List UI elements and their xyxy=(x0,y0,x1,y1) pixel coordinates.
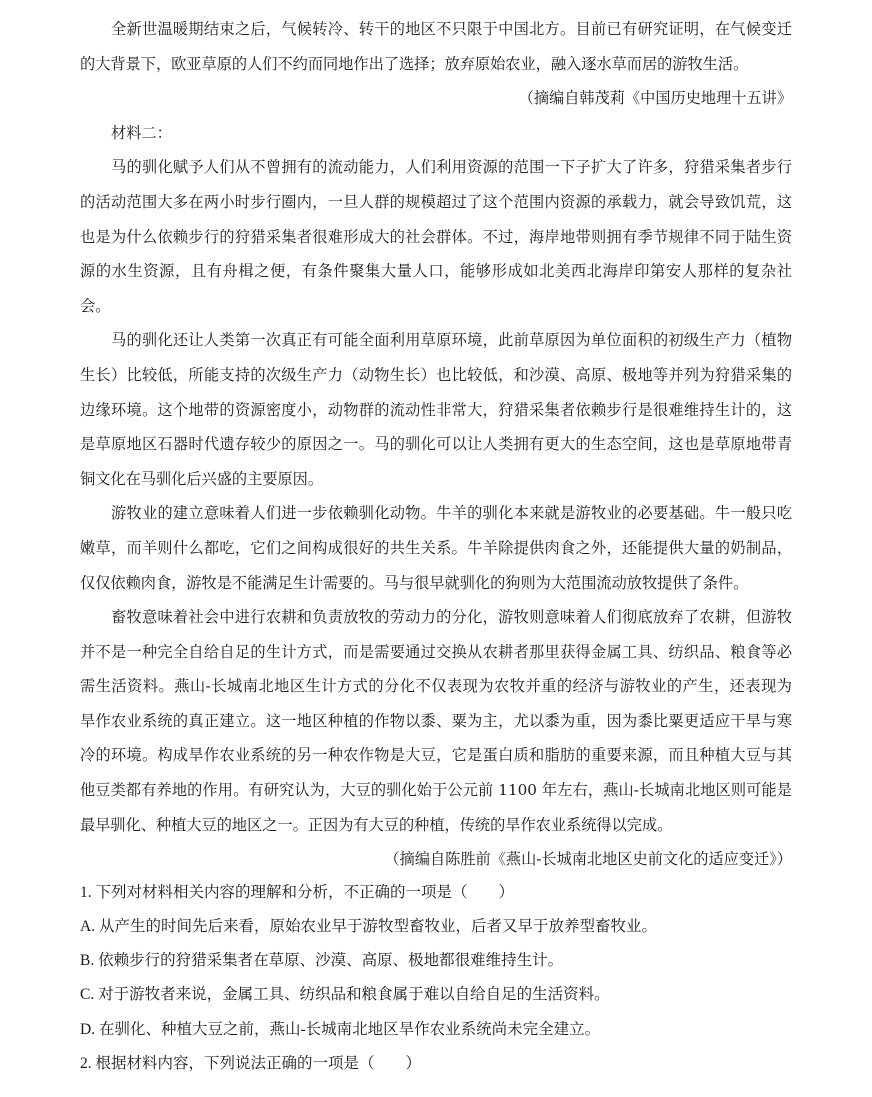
material2-body xyxy=(80,150,792,842)
paragraph-line: 冷的环境。构成旱作农业系统的另一种农作物是大豆，它是蛋白质和脂肪的重要来源，而且种植大豆与其 xyxy=(80,746,792,765)
paragraph-line: 是草原地区石器时代遗存较少的原因之一。马的驯化可以让人类拥有更大的生态空间，这也是草原地带青 xyxy=(80,435,792,454)
paragraph-line: 仅仅依赖肉食，游牧是不能满足生计需要的。马与很早就驯化的狗则为大范围流动放牧提供了条件。 xyxy=(80,573,749,592)
paragraph-line: 并不是一种完全自给自足的生计方式，而是需要通过交换从农耕者那里获得金属工具、纺织品、粮食等必 xyxy=(80,642,792,661)
questions xyxy=(80,876,792,1081)
paragraph-line: 需生活资料。燕山-长城南北地区生计方式的分化不仅表现为农牧并重的经济与游牧业的产生，还表现为 xyxy=(80,677,792,696)
question-stem: 1. 下列对材料相关内容的理解和分析，不正确的一项是（ ） xyxy=(80,883,515,901)
material1-line: 全新世温暖期结束之后，气候转冷、转干的地区不只限于中国北方。目前已有研究证明，在气候变迁 xyxy=(111,20,792,38)
paragraph-line: 铜文化在马驯化后兴盛的主要原因。 xyxy=(80,469,323,488)
paragraph-line: 游牧业的建立意味着人们进一步依赖驯化动物。牛羊的驯化本来就是游牧业的必要基础。牛一般只吃 xyxy=(111,504,792,523)
paragraph-line: 最早驯化、种植大豆的地区之一。正因为有大豆的种植，传统的旱作农业系统得以完成。 xyxy=(80,815,673,834)
paragraph-line: 源的水生资源，且有舟楫之便，有条件聚集大量人口，能够形成如北美西北海岸印第安人那样的复杂社 xyxy=(80,262,792,281)
answer-option[interactable]: B. 依赖步行的狩猎采集者在草原、沙漠、高原、极地都很难维持生计。 xyxy=(80,952,564,970)
material1-line: 的大背景下，欧亚草原的人们不约而同地作出了选择；放弃原始农业，融入逐水草而居的游牧生活。 xyxy=(80,54,749,73)
material2-citation: （摘编自陈胜前《燕山-长城南北地区史前文化的适应变迁》） xyxy=(384,850,792,869)
paragraph-line: 会。 xyxy=(80,296,111,315)
paragraph-line: 他豆类都有养地的作用。有研究认为，大豆的驯化始于公元前 1100 年左右，燕山-长城南北地区则可能是 xyxy=(80,781,792,800)
question-stem: 2. 根据材料内容，下列说法正确的一项是（ ） xyxy=(80,1054,422,1072)
answer-option[interactable]: C. 对于游牧者来说，金属工具、纺织品和粮食属于难以自给自足的生活资料。 xyxy=(80,986,610,1004)
paragraph-line: 畜牧意味着社会中进行农耕和负责放牧的劳动力的分化，游牧则意味着人们彻底放弃了农耕，但游牧 xyxy=(111,608,792,627)
paragraph-line: 马的驯化还让人类第一次真正有可能全面利用草原环境，此前草原因为单位面积的初级生产力（植物 xyxy=(111,331,792,350)
answer-option[interactable]: A. 从产生的时间先后来看，原始农业早于游牧型畜牧业，后者又早于放养型畜牧业。 xyxy=(80,918,657,936)
paragraph-line: 边缘环境。这个地带的资源密度小，动物群的流动性非常大，狩猎采集者依赖步行是很难维持生计的，这 xyxy=(80,400,792,419)
answer-option[interactable]: D. 在驯化、种植大豆之前，燕山-长城南北地区旱作农业系统尚未完全建立。 xyxy=(80,1020,601,1038)
material1-citation: （摘编自韩茂莉《中国历史地理十五讲》 xyxy=(518,89,792,108)
paragraph-line: 旱作农业系统的真正建立。这一地区种植的作物以黍、粟为主，尤以黍为重，因为黍比粟更适应干旱与寒 xyxy=(80,711,792,730)
paragraph-line: 马的驯化赋予人们从不曾拥有的流动能力，人们利用资源的范围一下子扩大了许多，狩猎采集者步行 xyxy=(111,158,792,177)
paragraph-line: 生长）比较低，所能支持的次级生产力（动物生长）也比较低，和沙漠、高原、极地等并列为狩猎采集的 xyxy=(80,365,792,384)
material2-heading: 材料二： xyxy=(111,123,172,142)
paragraph-line: 的活动范围大多在两小时步行圈内，一旦人群的规模超过了这个范围内资源的承载力，就会导致饥荒，这 xyxy=(80,192,792,211)
paragraph-line: 嫩草，而羊则什么都吃，它们之间构成很好的共生关系。牛羊除提供肉食之外，还能提供大量的奶制品， xyxy=(80,538,792,557)
paragraph-line: 也是为什么依赖步行的狩猎采集者很难形成大的社会群体。不过，海岸地带则拥有季节规律不同于陆生资 xyxy=(80,227,792,246)
exam-page xyxy=(80,12,792,1081)
